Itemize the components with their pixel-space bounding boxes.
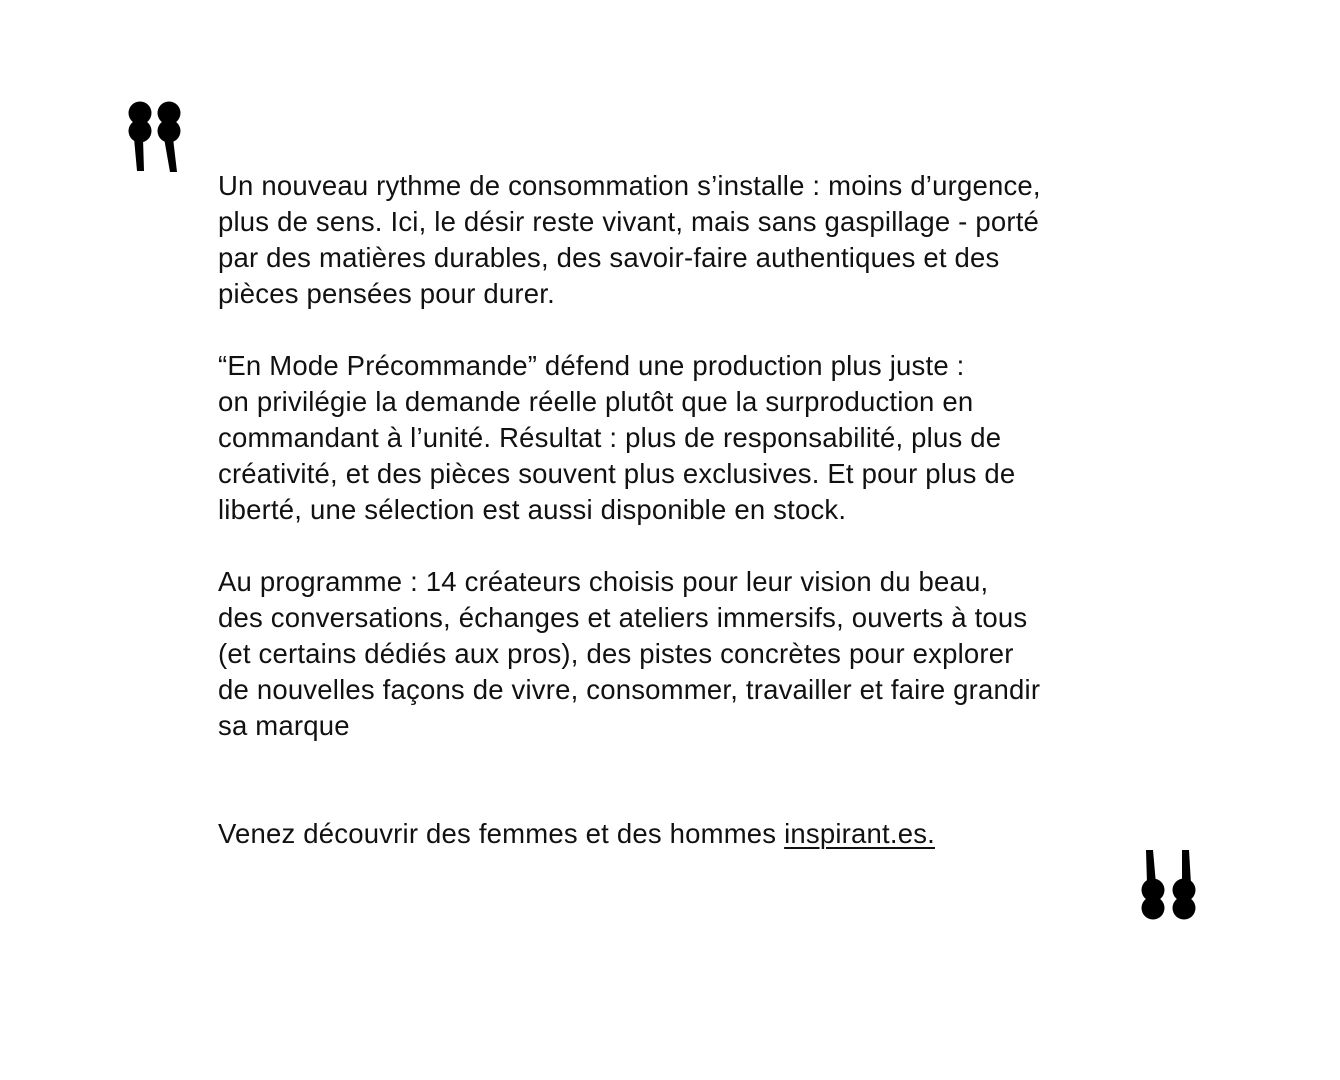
closing-quote-icon bbox=[1138, 846, 1202, 922]
text-line: (et certains dédiés aux pros), des pistes concrètes pour explorer bbox=[218, 638, 1014, 669]
quote-paragraph bbox=[218, 168, 1218, 312]
text-line: “En Mode Précommande” défend une production plus juste : bbox=[218, 350, 965, 381]
text-line: Au programme : 14 créateurs choisis pour leur vision du beau, bbox=[218, 566, 989, 597]
text-line: par des matières durables, des savoir-faire authentiques et des bbox=[218, 242, 1000, 273]
text-line: sa marque bbox=[218, 710, 350, 741]
inspirant-link[interactable]: inspirant.es. bbox=[784, 818, 935, 849]
text-line: des conversations, échanges et ateliers immersifs, ouverts à tous bbox=[218, 602, 1028, 633]
text-line: plus de sens. Ici, le désir reste vivant, mais sans gaspillage - porté bbox=[218, 206, 1040, 237]
text-line: commandant à l’unité. Résultat : plus de responsabilité, plus de bbox=[218, 422, 1002, 453]
text-line: liberté, une sélection est aussi disponible en stock. bbox=[218, 494, 847, 525]
text-line: créativité, et des pièces souvent plus exclusives. Et pour plus de bbox=[218, 458, 1016, 489]
opening-quote-icon bbox=[124, 100, 188, 176]
text-line: Un nouveau rythme de consommation s’installe : moins d’urgence, bbox=[218, 170, 1041, 201]
closing-line bbox=[218, 816, 935, 852]
text-line: on privilégie la demande réelle plutôt que la surproduction en bbox=[218, 386, 974, 417]
closing-text: Venez découvrir des femmes et des hommes bbox=[218, 818, 785, 849]
quote-body bbox=[218, 168, 1218, 744]
text-line: pièces pensées pour durer. bbox=[218, 278, 555, 309]
quote-paragraph bbox=[218, 348, 1218, 528]
quote-paragraph bbox=[218, 564, 1218, 744]
text-line: de nouvelles façons de vivre, consommer, travailler et faire grandir bbox=[218, 674, 1041, 705]
